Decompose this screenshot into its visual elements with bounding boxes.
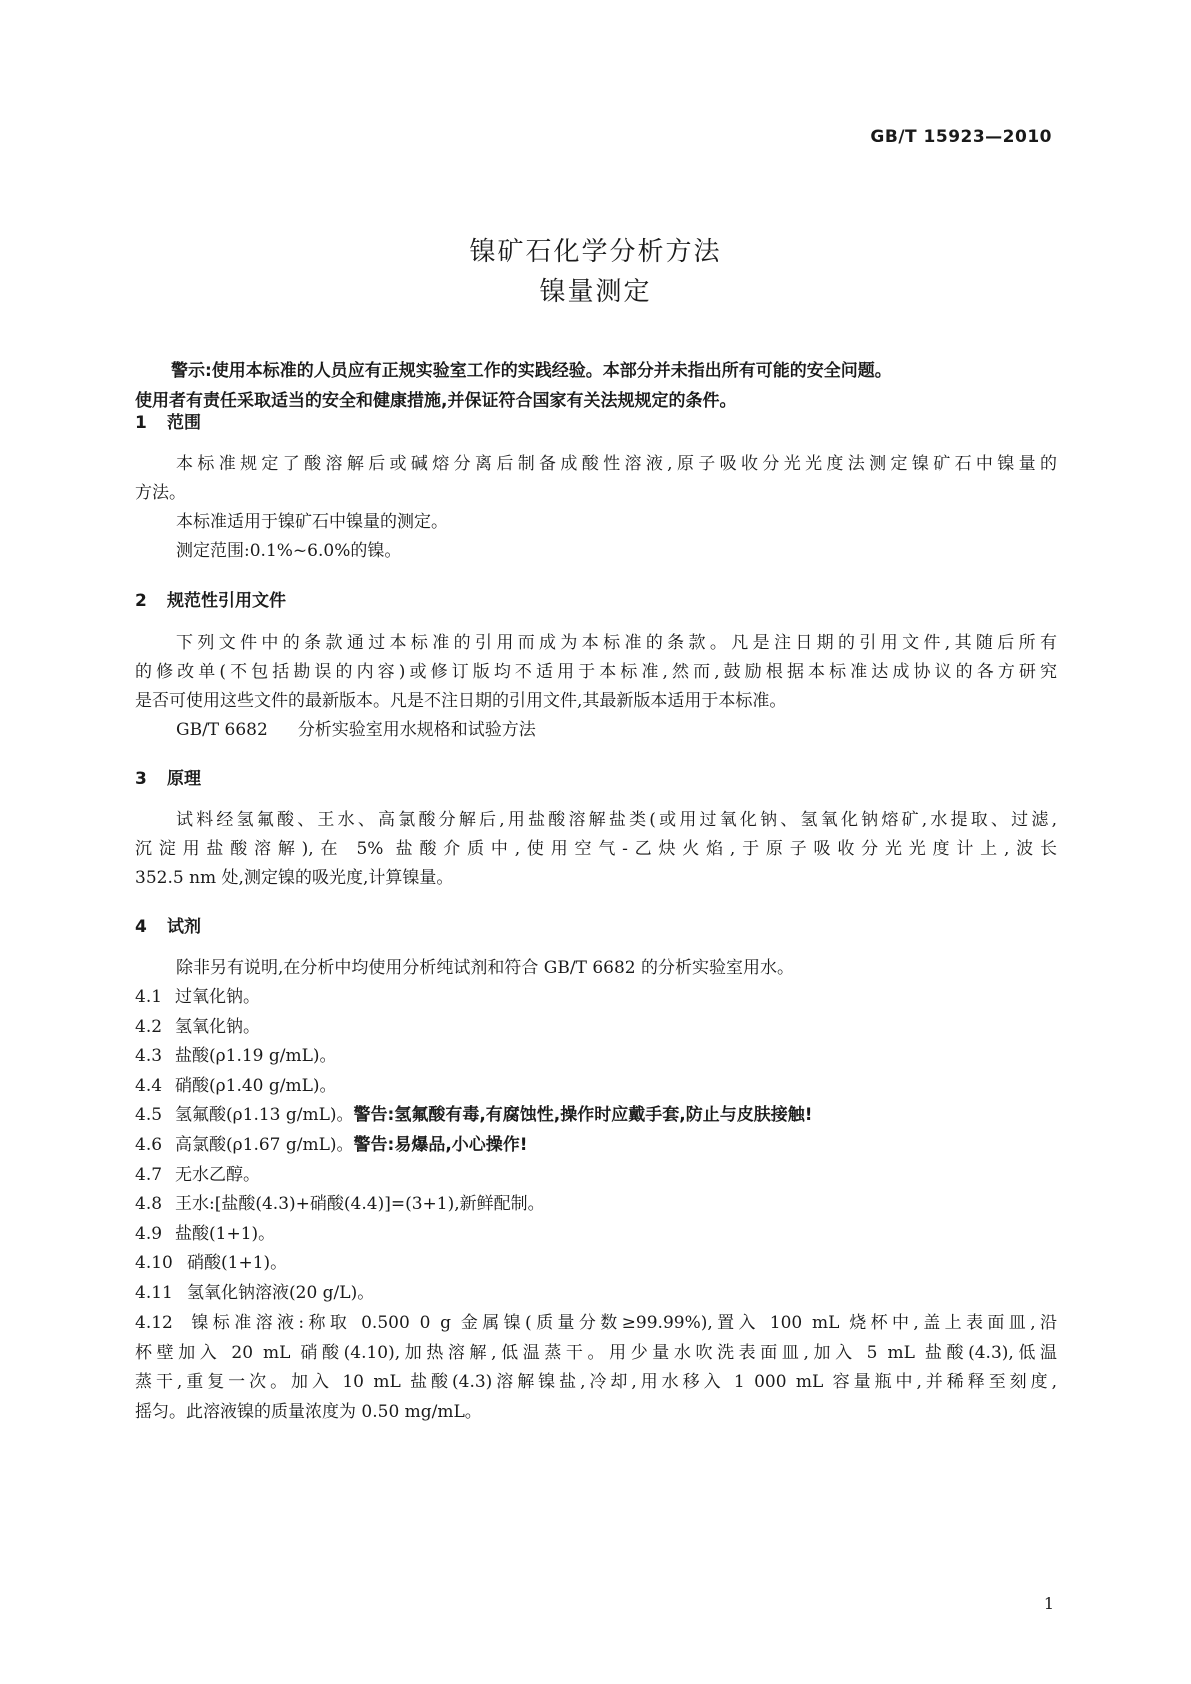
item-text: 盐酸(1+1)。 bbox=[175, 1223, 276, 1244]
list-item bbox=[135, 1220, 1057, 1250]
item-warning: 警告:易爆品,小心操作! bbox=[353, 1134, 528, 1155]
item-text: 无水乙醇。 bbox=[175, 1164, 260, 1185]
item-line bbox=[135, 1309, 1057, 1339]
item-line: 杯壁加入 20 mL 硝酸(4.10),加热溶解,低温蒸干。用少量水吹洗表面皿,加入 5 mL 盐酸(4.3),低温 bbox=[135, 1342, 1057, 1363]
item-number: 4.4 bbox=[135, 1075, 163, 1096]
warning-line-1: 警示:使用本标准的人员应有正规实验室工作的实践经验。本部分并未指出所有可能的安全问题。 bbox=[171, 361, 892, 381]
title-line-1: 镍矿石化学分析方法 bbox=[469, 237, 722, 267]
paragraph-line: 的修改单(不包括勘误的内容)或修订版均不适用于本标准,然而,鼓励根据本标准达成协议的各方研究 bbox=[135, 662, 1057, 682]
section-1-body bbox=[135, 450, 1057, 566]
document-title bbox=[0, 232, 1191, 312]
item-warning: 警告:氢氟酸有毒,有腐蚀性,操作时应戴手套,防止与皮肤接触! bbox=[353, 1105, 813, 1126]
item-text: 氢氧化钠。 bbox=[175, 1016, 260, 1037]
section-1-heading bbox=[135, 408, 201, 433]
section-title: 原理 bbox=[167, 769, 201, 789]
list-item bbox=[135, 1131, 1057, 1161]
item-number: 4.9 bbox=[135, 1223, 163, 1244]
item-number: 4.3 bbox=[135, 1046, 163, 1067]
reagent-list bbox=[135, 983, 1057, 1309]
list-item bbox=[135, 1101, 1057, 1131]
paragraph: 本标准适用于镍矿石中镍量的测定。 bbox=[176, 512, 448, 532]
paragraph-line: 352.5 nm 处,测定镍的吸光度,计算镍量。 bbox=[135, 868, 454, 888]
title-line-2: 镍量测定 bbox=[539, 277, 652, 307]
item-number: 4.5 bbox=[135, 1105, 163, 1126]
item-number: 4.8 bbox=[135, 1194, 163, 1215]
item-number: 4.7 bbox=[135, 1164, 163, 1185]
item-text: 盐酸(ρ1.19 g/mL)。 bbox=[175, 1046, 337, 1067]
normative-reference bbox=[135, 716, 1057, 745]
item-text: 过氧化钠。 bbox=[175, 987, 260, 1007]
warning-line-2: 使用者有责任采取适当的安全和健康措施,并保证符合国家有关法规规定的条件。 bbox=[135, 391, 737, 411]
section-number: 3 bbox=[135, 769, 147, 789]
item-number: 4.1 bbox=[135, 987, 163, 1007]
item-text: 硝酸(ρ1.40 g/mL)。 bbox=[175, 1075, 337, 1096]
section-2-body bbox=[135, 629, 1057, 745]
paragraph-line: 沉淀用盐酸溶解),在 5% 盐酸介质中,使用空气-乙炔火焰,于原子吸收分光光度计上,波长 bbox=[135, 839, 1057, 859]
paragraph: 测定范围:0.1%~6.0%的镍。 bbox=[176, 541, 402, 561]
safety-warning bbox=[135, 356, 1057, 416]
item-number: 4.12 bbox=[135, 1313, 173, 1333]
reference-title: 分析实验室用水规格和试验方法 bbox=[297, 720, 536, 740]
item-number: 4.6 bbox=[135, 1134, 163, 1155]
reference-code: GB/T 6682 bbox=[176, 720, 268, 740]
paragraph-line: 方法。 bbox=[135, 483, 186, 503]
section-number: 1 bbox=[135, 413, 147, 433]
item-number: 4.2 bbox=[135, 1016, 163, 1037]
paragraph-line: 试料经氢氟酸、王水、高氯酸分解后,用盐酸溶解盐类(或用过氧化钠、氢氧化钠熔矿,水提取、过滤, bbox=[176, 810, 1057, 830]
item-text: 氢氧化钠溶液(20 g/L)。 bbox=[187, 1282, 375, 1303]
page-number: 1 bbox=[1043, 1594, 1054, 1613]
list-item bbox=[135, 1042, 1057, 1072]
section-3-heading bbox=[135, 764, 201, 789]
list-item bbox=[135, 1249, 1057, 1279]
item-line: 蒸干,重复一次。加入 10 mL 盐酸(4.3)溶解镍盐,冷却,用水移入 1 000 mL 容量瓶中,并稀释至刻度, bbox=[135, 1372, 1057, 1393]
item-line: 摇匀。此溶液镍的质量浓度为 0.50 mg/mL。 bbox=[135, 1401, 482, 1422]
item-number: 4.11 bbox=[135, 1282, 173, 1303]
list-item bbox=[135, 1013, 1057, 1043]
item-text: 硝酸(1+1)。 bbox=[187, 1253, 288, 1274]
item-text: 镍标准溶液:称取 0.500 0 g 金属镍(质量分数≥99.99%),置入 100 mL 烧杯中,盖上表面皿,沿 bbox=[187, 1313, 1057, 1333]
paragraph-line: 是否可使用这些文件的最新版本。凡是不注日期的引用文件,其最新版本适用于本标准。 bbox=[135, 691, 787, 711]
list-item bbox=[135, 1279, 1057, 1309]
item-text: 王水:[盐酸(4.3)+硝酸(4.4)]=(3+1),新鲜配制。 bbox=[175, 1194, 545, 1215]
reagent-item-4-12 bbox=[135, 1309, 1057, 1427]
item-number: 4.10 bbox=[135, 1253, 173, 1274]
item-text: 氢氟酸(ρ1.13 g/mL)。 bbox=[175, 1105, 354, 1126]
section-4-heading bbox=[135, 912, 201, 937]
section-title: 范围 bbox=[167, 413, 201, 433]
section-title: 试剂 bbox=[167, 917, 201, 937]
section-3-body bbox=[135, 806, 1057, 893]
section-title: 规范性引用文件 bbox=[167, 591, 286, 611]
list-item bbox=[135, 983, 1057, 1013]
list-item bbox=[135, 1190, 1057, 1220]
item-text: 高氯酸(ρ1.67 g/mL)。 bbox=[175, 1134, 354, 1155]
section-number: 4 bbox=[135, 917, 147, 937]
paragraph-line: 本标准规定了酸溶解后或碱熔分离后制备成酸性溶液,原子吸收分光光度法测定镍矿石中镍量的 bbox=[176, 454, 1057, 474]
section-number: 2 bbox=[135, 591, 147, 611]
list-item bbox=[135, 1072, 1057, 1102]
paragraph: 除非另有说明,在分析中均使用分析纯试剂和符合 GB/T 6682 的分析实验室用水。 bbox=[176, 958, 795, 978]
standard-code: GB/T 15923—2010 bbox=[870, 127, 1052, 147]
section-4-intro bbox=[135, 954, 1057, 983]
paragraph-line: 下列文件中的条款通过本标准的引用而成为本标准的条款。凡是注日期的引用文件,其随后所有 bbox=[176, 633, 1057, 653]
section-2-heading bbox=[135, 586, 286, 611]
list-item bbox=[135, 1161, 1057, 1191]
